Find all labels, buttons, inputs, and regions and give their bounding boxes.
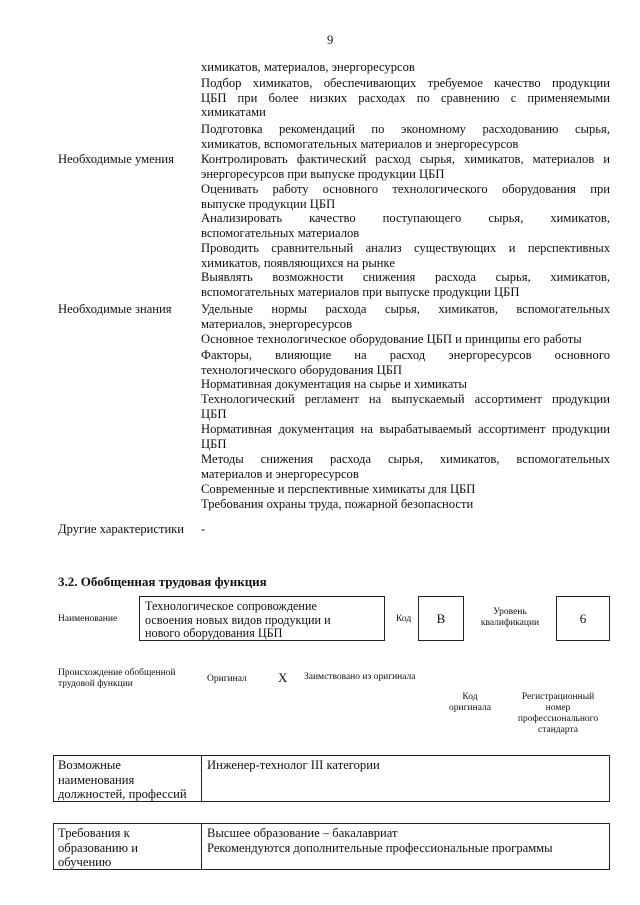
list-item: Подготовка рекомендаций по экономному расходованию сырья, химикатов, вспомогательных материалов и энергоресурсов (201, 122, 610, 151)
continuation-line: химикатов, материалов, энергоресурсов (201, 60, 415, 74)
original-label: Оригинал (207, 674, 247, 684)
list-item: Проводить сравнительный анализ существующих и перспективных химикатов, появляющихся на рынке (201, 241, 610, 270)
page-number: 9 (327, 33, 334, 47)
positions-value: Инженер-технолог III категории (207, 758, 380, 772)
list-item: Требования охраны труда, пожарной безопасности (201, 497, 474, 511)
origin-label: Происхождение обобщенной трудовой функции (58, 668, 176, 689)
borrowed-label: Заимствовано из оригинала (304, 672, 416, 682)
list-item: Контролировать фактический расход сырья, химикатов, материалов и энергоресурсов при выпуске продукции ЦБП (201, 152, 610, 181)
list-item: Методы снижения расхода сырья, химикатов, вспомогательных материалов и энергоресурсов (201, 452, 610, 481)
knowledge-label: Необходимые знания (58, 302, 172, 316)
other-value: - (201, 522, 206, 536)
original-mark: X (278, 670, 288, 685)
list-item: Факторы, влияющие на расход энергоресурсов основного технологического оборудования ЦБП (201, 348, 610, 377)
list-item: Нормативная документация на вырабатываемый ассортимент продукции ЦБП (201, 422, 610, 451)
code-original-label: Код оригинала (449, 692, 491, 713)
positions-table (53, 755, 610, 802)
list-item: Подбор химикатов, обеспечивающих требуемое качество продукции ЦБП при более низких расходах по сравнению с применяемыми химикатами (201, 76, 610, 119)
name-label: Наименование (58, 614, 118, 624)
education-values: Высшее образование – бакалавриат Рекомендуются дополнительные профессиональные программы (207, 826, 553, 855)
level-label: Уровень квалификации (480, 607, 540, 628)
list-item: Анализировать качество поступающего сырья, химикатов, вспомогательных материалов (201, 211, 610, 240)
education-table (53, 823, 610, 870)
list-item: Современные и перспективные химикаты для ЦБП (201, 482, 476, 496)
list-item: Оценивать работу основного технологического оборудования при выпуске продукции ЦБП (201, 182, 610, 211)
code-value: В (436, 611, 446, 626)
positions-label: Возможные наименования должностей, профессий (58, 758, 187, 801)
list-item: Удельные нормы расхода сырья, химикатов, вспомогательных материалов, энергоресурсов (201, 302, 610, 331)
reg-number-label: Регистрационный номер профессионального стандарта (517, 692, 599, 735)
list-item: Нормативная документация на сырье и химикаты (201, 377, 467, 391)
education-label: Требования к образованию и обучению (58, 826, 138, 869)
list-item: Технологический регламент на выпускаемый ассортимент продукции ЦБП (201, 392, 610, 421)
list-item: Выявлять возможности снижения расхода сырья, химикатов, вспомогательных материалов при выпуске продукции ЦБП (201, 270, 610, 299)
level-box (556, 596, 610, 641)
level-value: 6 (579, 611, 587, 626)
section-heading: 3.2. Обобщенная трудовая функция (58, 574, 267, 589)
list-item: Основное технологическое оборудование ЦБП и принципы его работы (201, 332, 582, 346)
other-label: Другие характеристики (58, 522, 185, 536)
code-label: Код (396, 614, 412, 624)
skills-label: Необходимые умения (58, 152, 174, 166)
code-box (418, 596, 464, 641)
name-box: Технологическое сопровождение освоения новых видов продукции и нового оборудования ЦБП (139, 596, 385, 641)
